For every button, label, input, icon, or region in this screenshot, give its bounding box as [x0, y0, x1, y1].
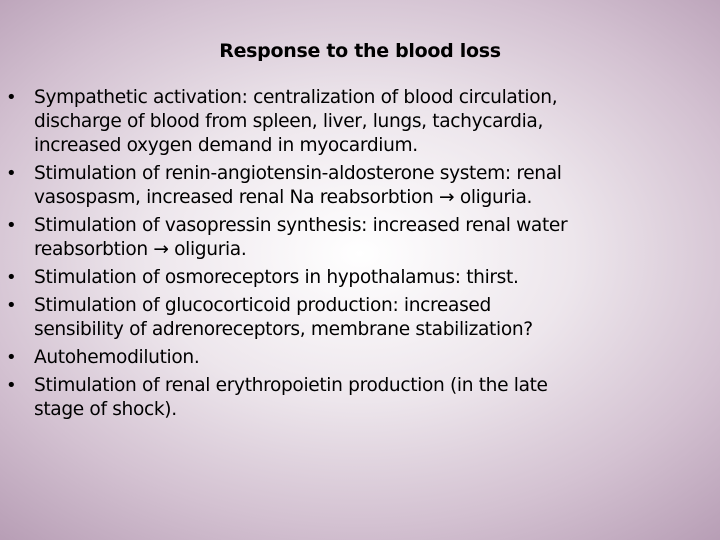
bullet-list	[0, 86, 720, 426]
bullet-text-line: vasospasm, increased renal Na reabsorbtion → oliguria.	[34, 187, 533, 208]
bullet-text-line: reabsorbtion → oliguria.	[34, 239, 247, 260]
bullet-text-line: Stimulation of glucocorticoid production: increased	[34, 295, 491, 316]
bullet-text-line: increased oxygen demand in myocardium.	[34, 135, 418, 156]
bullet-dot-icon: •	[6, 215, 17, 236]
bullet-text-line: Stimulation of osmoreceptors in hypothalamus: thirst.	[34, 267, 519, 288]
bullet-item	[0, 86, 720, 158]
bullet-text-line: sensibility of adrenoreceptors, membrane stabilization?	[34, 319, 533, 340]
bullet-item	[0, 266, 720, 290]
bullet-dot-icon: •	[6, 295, 17, 316]
bullet-item	[0, 214, 720, 262]
slide-title: Response to the blood loss	[219, 40, 501, 62]
bullet-item	[0, 294, 720, 342]
bullet-text-line: Stimulation of renal erythropoietin production (in the late	[34, 375, 548, 396]
bullet-text-line: Stimulation of vasopressin synthesis: increased renal water	[34, 215, 568, 236]
bullet-item	[0, 162, 720, 210]
bullet-text-line: discharge of blood from spleen, liver, lungs, tachycardia,	[34, 111, 544, 132]
bullet-item	[0, 346, 720, 370]
bullet-item	[0, 374, 720, 422]
bullet-dot-icon: •	[6, 163, 17, 184]
bullet-text-line: Stimulation of renin-angiotensin-aldosterone system: renal	[34, 163, 562, 184]
bullet-dot-icon: •	[6, 347, 17, 368]
bullet-text-line: stage of shock).	[34, 399, 177, 420]
bullet-dot-icon: •	[6, 87, 17, 108]
bullet-text-line: Sympathetic activation: centralization of blood circulation,	[34, 87, 558, 108]
bullet-dot-icon: •	[6, 267, 17, 288]
bullet-dot-icon: •	[6, 375, 17, 396]
bullet-text-line: Autohemodilution.	[34, 347, 200, 368]
